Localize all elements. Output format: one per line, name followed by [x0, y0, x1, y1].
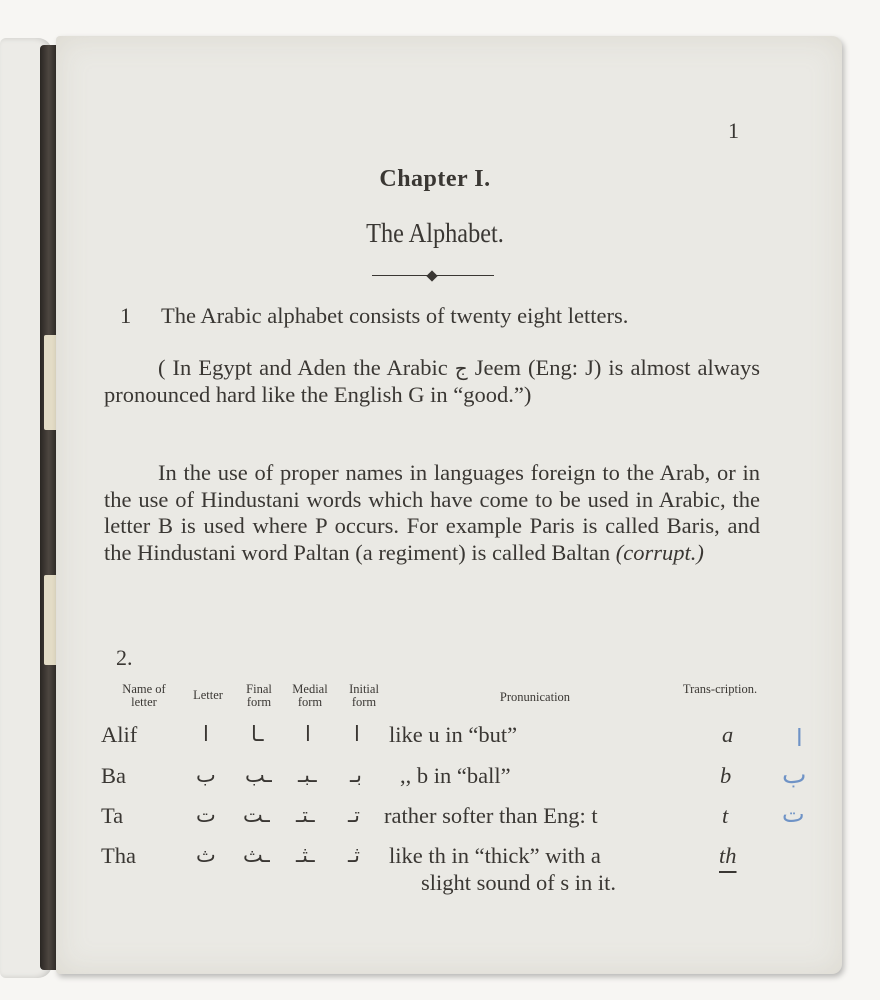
transcription: t — [722, 803, 729, 828]
header-final-form: Final form — [246, 682, 272, 709]
margin-note: ب — [782, 760, 807, 790]
letter-isolated: ت — [196, 803, 216, 827]
letter-isolated: ا — [203, 722, 209, 746]
table-row — [0, 722, 880, 752]
transcription: b — [720, 763, 732, 788]
proper-names-paragraph — [104, 460, 760, 566]
letter-name: Ta — [101, 803, 124, 828]
corrupt-note: (corrupt.) — [615, 539, 704, 565]
pronunciation-continued: slight sound of s in it. — [421, 870, 617, 895]
transcription: th — [719, 843, 737, 868]
section-1-text: The Arabic alphabet consists of twenty eight letters. — [161, 303, 629, 328]
transcription: a — [722, 722, 734, 747]
letter-final: ـب — [245, 763, 272, 787]
margin-note: ا — [796, 724, 803, 752]
letter-initial: بـ — [350, 763, 362, 787]
section-1-number: 1 — [120, 303, 132, 328]
letter-medial: ـثـ — [296, 843, 315, 867]
table-row — [0, 803, 880, 833]
letter-final: ـت — [243, 803, 270, 827]
jeem-note — [104, 355, 760, 408]
table-row — [0, 763, 880, 793]
letter-medial: ـبـ — [298, 763, 317, 787]
letter-initial: ثـ — [348, 843, 360, 867]
letter-final: ـث — [243, 843, 270, 867]
jeem-letter: ج — [454, 356, 468, 380]
jeem-note-text-1: ( In Egypt and Aden the Arabic — [158, 355, 455, 380]
pronunciation: ,, b in “ball” — [400, 763, 511, 788]
pronunciation: like th in “thick” with a — [389, 843, 601, 868]
letter-name: Alif — [101, 722, 138, 747]
letter-initial: تـ — [348, 803, 360, 827]
proper-names-text: In the use of proper names in languages foreign to the Arab, or in the use of Hindustani words which have come to be used in Arabic, the letter B is used where P occurs. For example Paris is called Baris, and the Hindustani word Paltan (a regiment) is called Baltan — [104, 460, 760, 565]
letter-medial: ا — [305, 722, 311, 746]
header-pronunciation: Pronunication — [499, 690, 571, 704]
letter-name: Tha — [101, 843, 136, 868]
pronunciation: like u in “but” — [389, 722, 518, 747]
jeem-note-text-2: Jeem (Eng: J) is almost always pronounced hard like the English G in “good.”) — [104, 355, 760, 407]
table-row — [0, 843, 880, 895]
letter-medial: ـتـ — [296, 803, 315, 827]
letter-isolated: ب — [196, 763, 216, 787]
margin-note: ت — [782, 800, 805, 828]
page-number: 1 — [728, 118, 739, 143]
header-letter: Letter — [193, 688, 223, 702]
pronunciation: rather softer than Eng: t — [384, 803, 598, 828]
header-initial-form: Initial form — [349, 682, 379, 709]
page-title: The Alphabet. — [366, 218, 504, 248]
header-name-of-letter: Name of letter — [122, 682, 166, 709]
header-transcription: Trans-cription. — [682, 682, 758, 696]
section-2-number: 2. — [116, 645, 133, 670]
chapter-heading: Chapter I. — [379, 166, 491, 192]
letter-final: ـا — [251, 722, 264, 746]
letter-name: Ba — [101, 763, 126, 788]
letter-isolated: ث — [196, 843, 216, 867]
header-medial-form: Medial form — [292, 682, 328, 709]
letter-initial: ا — [354, 722, 360, 746]
